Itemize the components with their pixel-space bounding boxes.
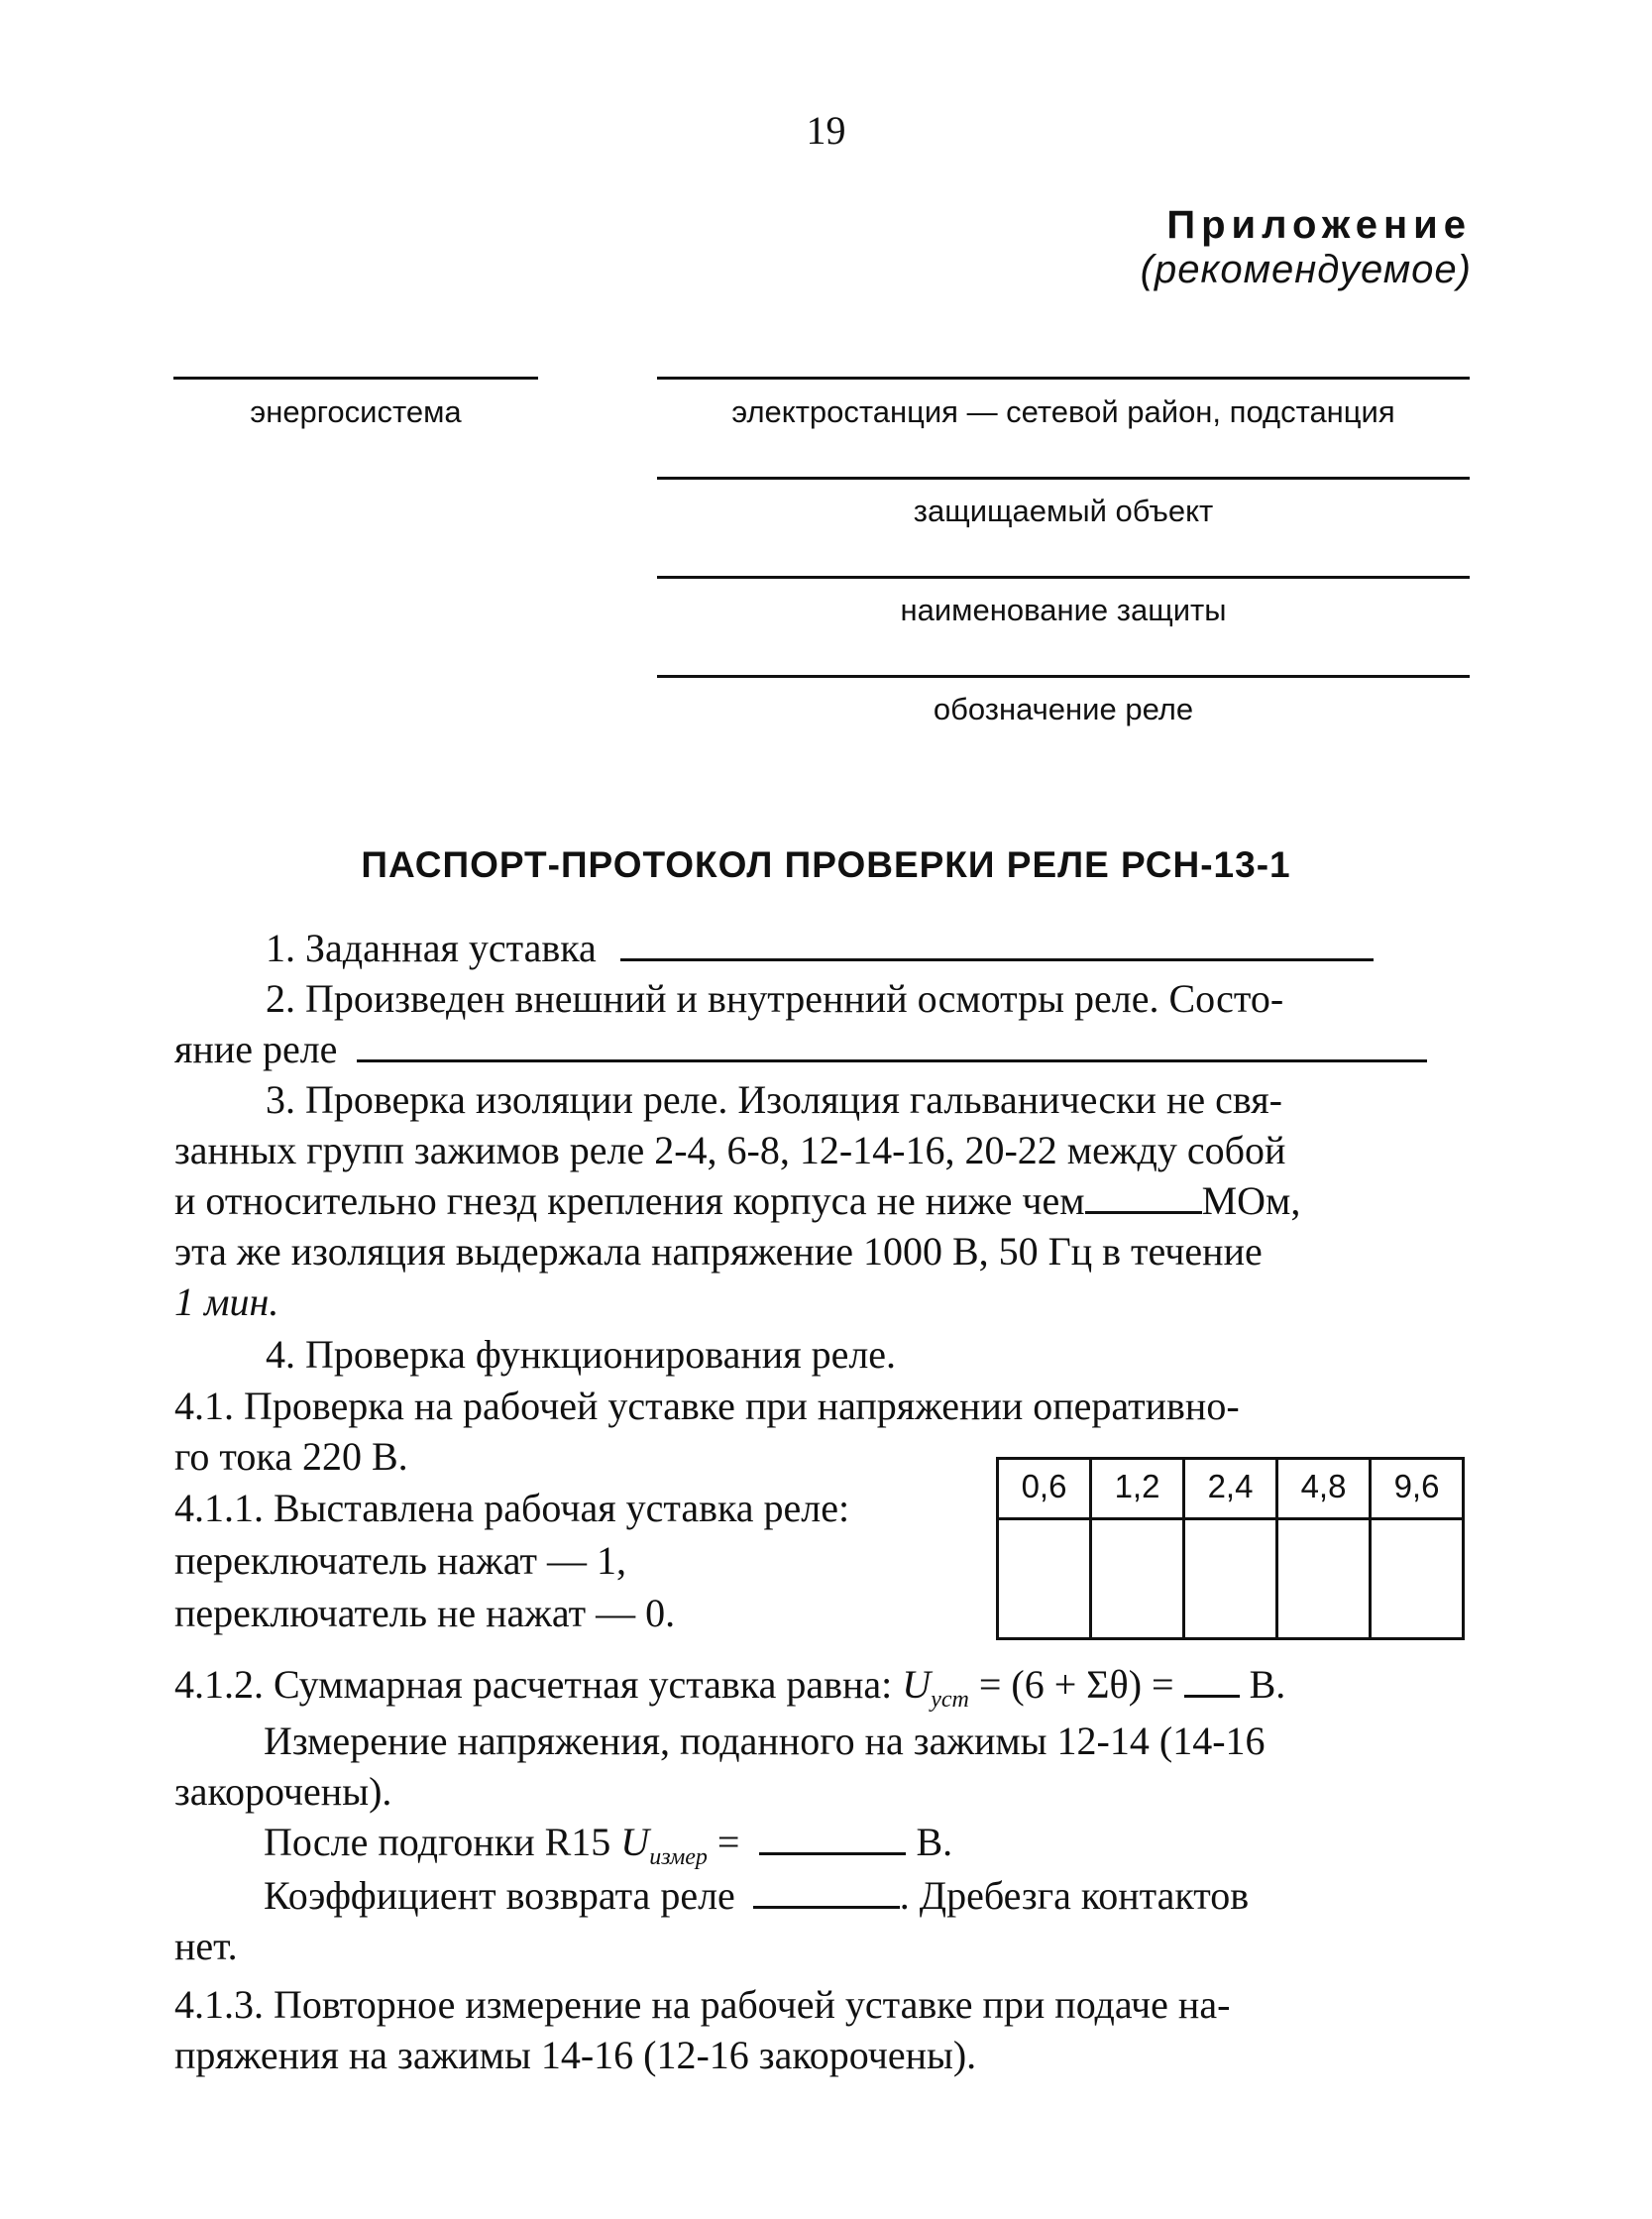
setpoint-value-cell[interactable] <box>1277 1519 1371 1639</box>
insulation-blank <box>1085 1179 1202 1214</box>
page-number: 19 <box>806 108 846 153</box>
appendix-heading <box>1141 203 1472 292</box>
item-412-text: 4.1.2. Суммарная расчетная уставка равна: <box>174 1662 893 1707</box>
setpoint-value-row <box>998 1519 1464 1639</box>
item-2-text: яние реле <box>174 1027 338 1071</box>
protected-object-caption: защищаемый объект <box>913 494 1214 528</box>
setpoint-header-cell: 9,6 <box>1371 1459 1464 1519</box>
return-coefficient <box>264 1871 1249 1920</box>
u-subscript: уст <box>931 1687 969 1713</box>
setpoint-value-cell[interactable] <box>1371 1519 1464 1639</box>
relay-designation-caption: обозначение реле <box>933 692 1194 726</box>
item-1-text: 1. Заданная уставка <box>266 926 597 970</box>
item-41-line2: го тока 220 В. <box>174 1434 408 1479</box>
document-title: ПАСПОРТ-ПРОТОКОЛ ПРОВЕРКИ РЕЛЕ РСН-13-1 <box>361 844 1291 885</box>
setpoint-blank <box>620 927 1374 961</box>
power-station-line <box>657 377 1470 380</box>
u-measured-subscript: измер <box>649 1844 708 1870</box>
protected-object-line <box>657 477 1470 480</box>
item-411-line3: переключатель не нажат — 0. <box>174 1591 676 1635</box>
item-3-line1: 3. Проверка изоляции реле. Изоляция гальванически не свя- <box>266 1077 1282 1122</box>
measurement-line1: Измерение напряжения, поданного на зажимы 12-14 (14-16 <box>264 1719 1266 1763</box>
item-3-line3-text: и относительно гнезд крепления корпуса не ниже чем <box>174 1178 1085 1223</box>
power-station-caption: электростанция — сетевой район, подстанция <box>731 394 1395 429</box>
appendix-subtitle: (рекомендуемое) <box>1140 248 1472 291</box>
return-coefficient-line2: нет. <box>174 1924 238 1968</box>
item-3-line2: занных групп зажимов реле 2-4, 6-8, 12-14-16, 20-22 между собой <box>174 1128 1286 1172</box>
item-411-line1: 4.1.1. Выставлена рабочая уставка реле: <box>174 1486 850 1530</box>
setpoint-header-row <box>998 1459 1464 1519</box>
protection-name-caption: наименование защиты <box>900 593 1227 627</box>
item-41-line1: 4.1. Проверка на рабочей уставке при напряжении оперативно- <box>174 1384 1240 1428</box>
setpoint-header-cell: 2,4 <box>1184 1459 1277 1519</box>
item-412 <box>174 1660 1285 1724</box>
return-coefficient-blank <box>753 1874 900 1909</box>
item-412-unit: В. <box>1249 1662 1286 1707</box>
measurement-line2: закорочены). <box>174 1769 392 1814</box>
item-413-line1: 4.1.3. Повторное измерение на рабочей уставке при подаче на- <box>174 1982 1231 2027</box>
setpoint-value-cell[interactable] <box>1091 1519 1184 1639</box>
relay-state-blank <box>357 1028 1427 1062</box>
item-1 <box>266 924 1374 972</box>
u-measured-symbol: U <box>620 1820 650 1864</box>
setpoint-table <box>996 1457 1465 1640</box>
after-adjust-eq: = <box>716 1820 740 1864</box>
item-3-line3 <box>174 1176 1300 1225</box>
item-2-line1: 2. Произведен внешний и внутренний осмотры реле. Состо- <box>266 976 1284 1021</box>
setpoint-sum-blank <box>1184 1663 1240 1698</box>
u-symbol: U <box>902 1662 932 1707</box>
relay-designation-line <box>657 675 1470 678</box>
item-3-unit: МОм, <box>1201 1178 1301 1223</box>
energy-system-caption: энергосистема <box>250 394 462 429</box>
return-coefficient-text: Коэффициент возврата реле <box>264 1873 735 1918</box>
setpoint-value-cell[interactable] <box>998 1519 1091 1639</box>
setpoint-value-cell[interactable] <box>1184 1519 1277 1639</box>
bounce-text: . Дребезга контактов <box>899 1873 1250 1918</box>
after-adjust-text: После подгонки R15 <box>264 1820 611 1864</box>
item-3-line4: эта же изоляция выдержала напряжение 1000 В, 50 Гц в течение <box>174 1229 1263 1274</box>
energy-system-line <box>173 377 538 380</box>
item-3-line5: 1 мин. <box>174 1279 279 1324</box>
setpoint-header-cell: 4,8 <box>1277 1459 1371 1519</box>
item-412-formula: = (6 + Σθ) = <box>978 1662 1174 1707</box>
after-adjust-unit: В. <box>916 1820 953 1864</box>
appendix-title: Приложение <box>1166 203 1472 247</box>
item-4: 4. Проверка функционирования реле. <box>266 1332 897 1377</box>
setpoint-header-cell: 1,2 <box>1091 1459 1184 1519</box>
item-413-line2: пряжения на зажимы 14-16 (12-16 закорочены). <box>174 2033 977 2077</box>
item-2-line2 <box>174 1025 1427 1073</box>
protection-name-line <box>657 576 1470 579</box>
measured-voltage-blank <box>759 1821 906 1855</box>
setpoint-header-cell: 0,6 <box>998 1459 1091 1519</box>
item-411-line2: переключатель нажат — 1, <box>174 1538 626 1583</box>
